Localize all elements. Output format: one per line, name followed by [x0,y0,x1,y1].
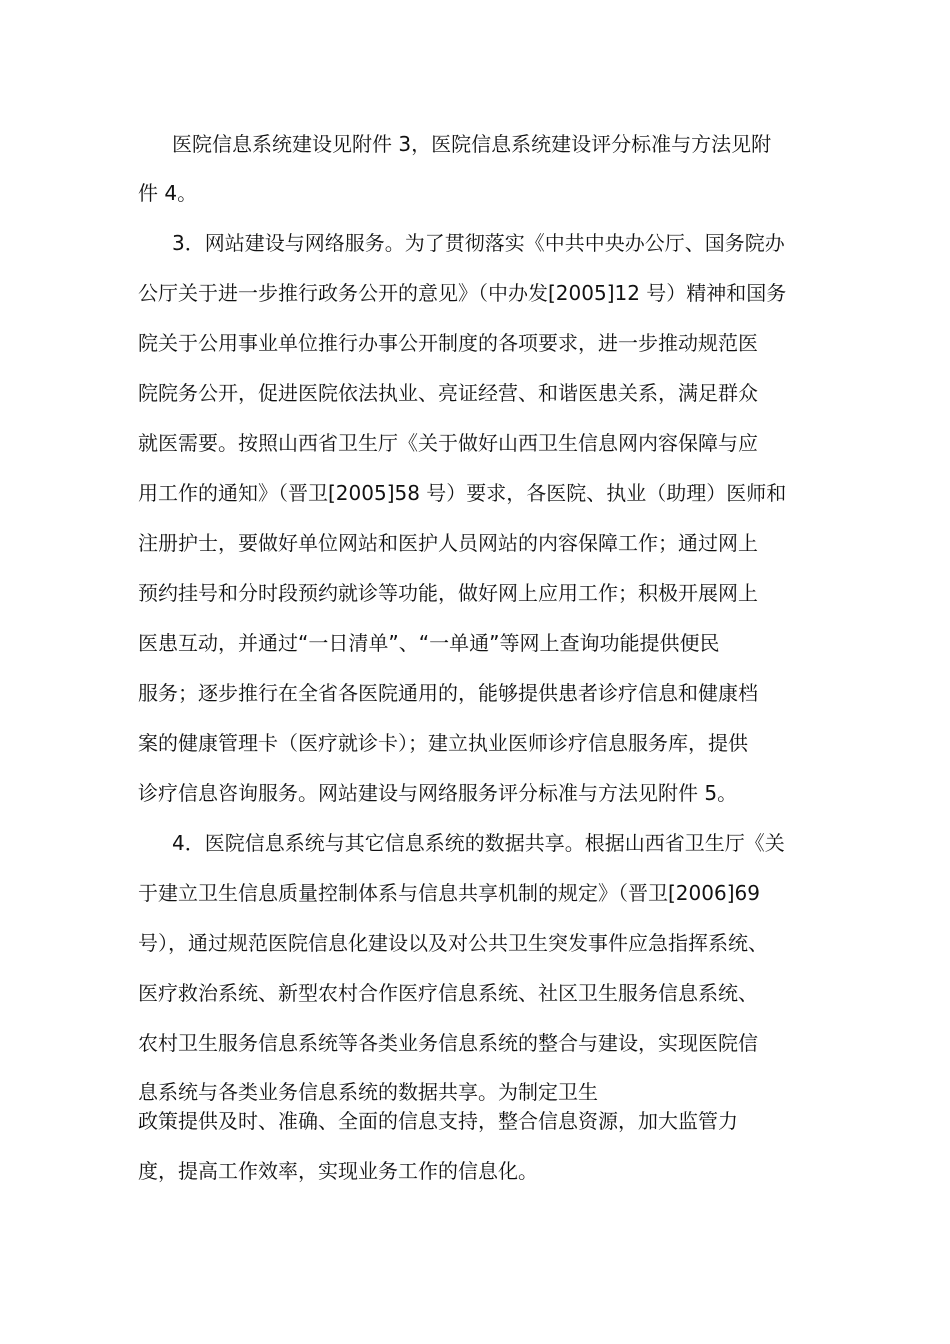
text-line: 于建立卫生信息质量控制体系与信息共享机制的规定》（晋卫[2006]69 [138,881,760,905]
text-line: 院院务公开，促进医院依法执业、亮证经营、和谐医患关系，满足群众 [138,381,758,405]
text-line: 农村卫生服务信息系统等各类业务信息系统的整合与建设，实现医院信 [138,1031,758,1055]
text-line: 3．网站建设与网络服务。为了贯彻落实《中共中央办公厅、国务院办 [172,231,785,255]
text-line: 诊疗信息咨询服务。网站建设与网络服务评分标准与方法见附件 5。 [138,781,738,805]
text-line: 4．医院信息系统与其它信息系统的数据共享。根据山西省卫生厅《关 [172,831,785,855]
text-line: 件 4。 [138,181,198,205]
text-line: 服务；逐步推行在全省各医院通用的，能够提供患者诊疗信息和健康档 [138,681,758,705]
text-line: 注册护士，要做好单位网站和医护人员网站的内容保障工作；通过网上 [138,531,758,555]
text-line: 预约挂号和分时段预约就诊等功能，做好网上应用工作；积极开展网上 [138,581,758,605]
text-line: 案的健康管理卡（医疗就诊卡）；建立执业医师诊疗信息服务库，提供 [138,731,748,755]
text-line: 医院信息系统建设见附件 3，医院信息系统建设评分标准与方法见附 [172,132,772,156]
text-line: 号），通过规范医院信息化建设以及对公共卫生突发事件应急指挥系统、 [138,931,768,955]
text-line: 度，提高工作效率，实现业务工作的信息化。 [138,1159,538,1183]
text-line: 就医需要。按照山西省卫生厅《关于做好山西卫生信息网内容保障与应 [138,431,758,455]
text-line: 政策提供及时、准确、全面的信息支持，整合信息资源，加大监管力 [138,1109,738,1133]
text-line: 用工作的通知》（晋卫[2005]58 号）要求，各医院、执业（助理）医师和 [138,481,787,505]
text-line: 医疗救治系统、新型农村合作医疗信息系统、社区卫生服务信息系统、 [138,981,758,1005]
text-line: 医患互动，并通过“一日清单”、“一单通”等网上查询功能提供便民 [138,631,720,655]
text-line: 息系统与各类业务信息系统的数据共享。为制定卫生 [138,1080,598,1104]
text-line: 公厅关于进一步推行政务公开的意见》（中办发[2005]12 号）精神和国务 [138,281,787,305]
text-line: 院关于公用事业单位推行办事公开制度的各项要求，进一步推动规范医 [138,331,758,355]
